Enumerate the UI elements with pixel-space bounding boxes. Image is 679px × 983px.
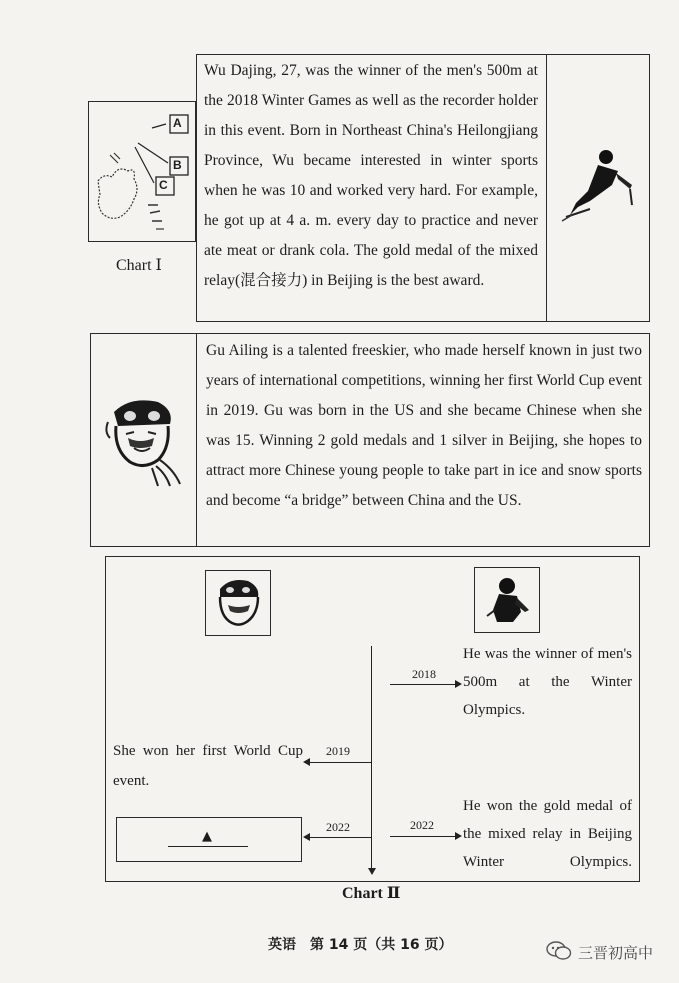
blank-marker-triangle: ▲ [202,829,212,844]
year-2022-right: 2022 [410,818,434,832]
timeline-axis [371,646,372,871]
map-label-b: B [173,158,182,172]
wu-dajing-paragraph: Wu Dajing, 27, was the winner of the men's 500m at the 2018 Winter Games as well as the recorder holder in this event. Born in Northeast China's Heilongjiang Province, Wu became interested in winter sports when he was 10 and worked very hard. For example, he got up at 4 a. m. every day to practice and never ate meat or drank cola. The gold medal of the mixed relay(混合接力) in Beijing is the best award. [204,62,538,289]
answer-blank-line [168,846,248,847]
card2-divider [196,333,197,547]
page-number-footer: 英语 第 14 页（共 16 页） [268,937,453,953]
year-2018: 2018 [412,667,436,681]
map-label-a: A [173,116,182,130]
chart-2-label: Chart Ⅱ [342,885,401,902]
arrow-2018 [390,684,456,685]
wu-dajing-portrait [479,572,535,628]
speed-skater-image [560,145,640,225]
watermark-text: 三晋初高中 [578,944,654,962]
arrow-2022-left-head [303,833,310,841]
chart-1-label: Chart Ⅰ [116,257,162,274]
gu-ailing-portrait [210,575,266,631]
year-2019: 2019 [326,744,350,758]
event-2019-text: She won her first World Cup event. [113,743,303,789]
year-2022-left: 2022 [326,820,350,834]
arrow-2018-head [455,680,462,688]
arrow-2019-head [303,758,310,766]
arrow-2022-left [309,837,371,838]
arrow-2019 [309,762,371,763]
arrow-2022-right-head [455,832,462,840]
arrow-2022-right [390,836,456,837]
card1-divider [546,54,547,322]
gu-ailing-paragraph: Gu Ailing is a talented freeskier, who made herself known in just two years of international competitions, winning her first World Cup event in 2019. Gu was born in the US and she became Chinese when she was 15. Winning 2 gold medals and 1 silver in Beijing, she hopes to attract more Chinese young people to take part in ice and snow sports and become “a bridge” between China and the US. [206,342,642,509]
timeline-axis-arrowhead [368,868,376,875]
event-2022-text: He won the gold medal of the mixed relay in Beijing Winter Olympics. [463,798,632,870]
gu-ailing-image [100,392,188,488]
map-label-c: C [159,178,168,192]
event-2018-text: He was the winner of men's 500m at the Winter Olympics. [463,646,632,718]
wechat-icon [546,940,572,962]
